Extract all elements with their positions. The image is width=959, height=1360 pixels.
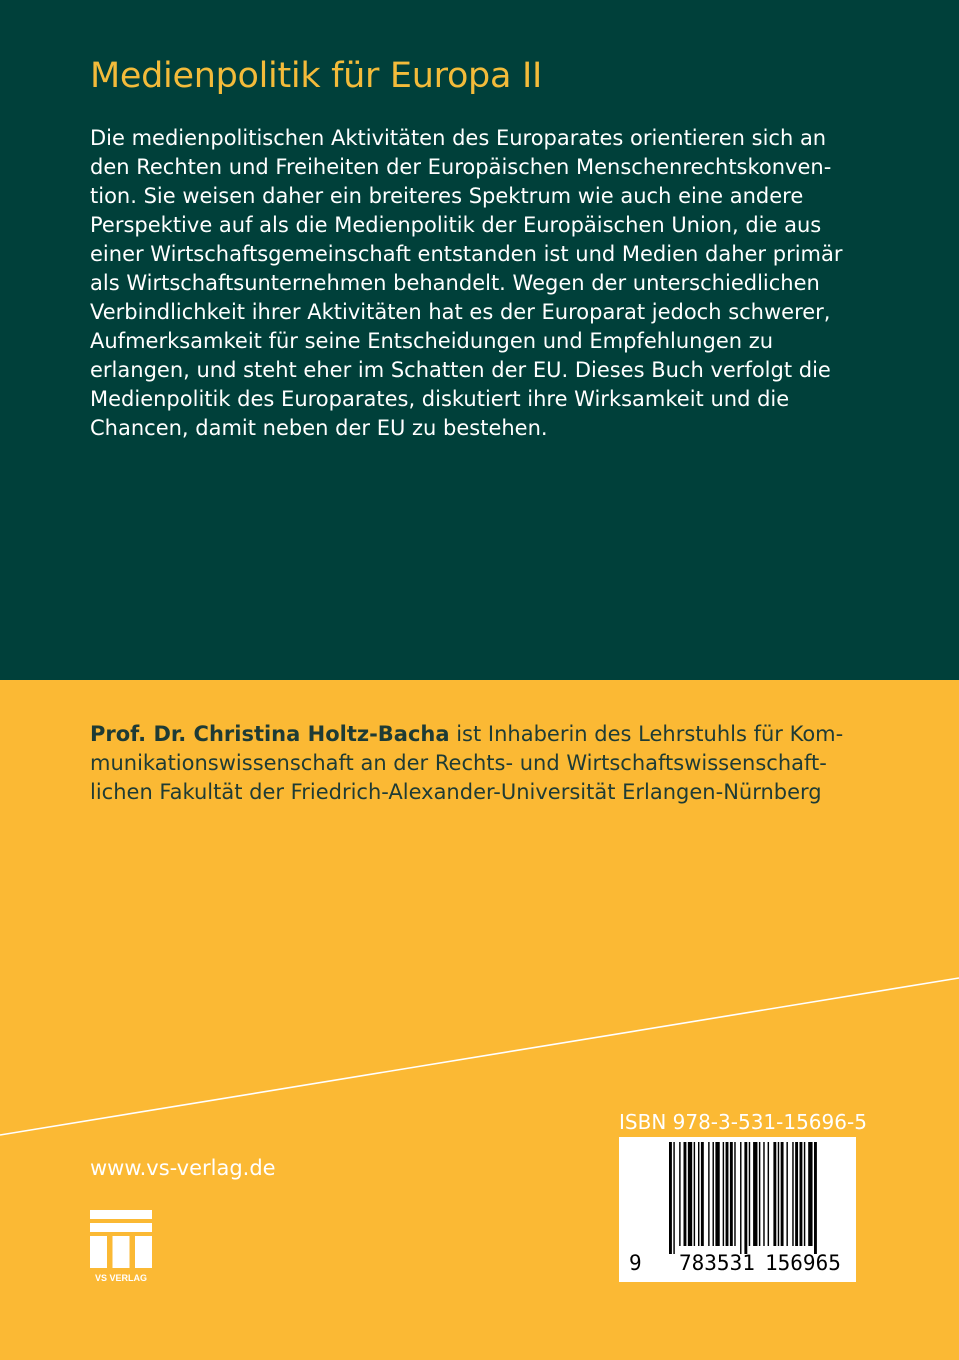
barcode-bar bbox=[723, 1142, 724, 1246]
barcode-bar bbox=[804, 1142, 805, 1246]
blurb-text bbox=[90, 124, 890, 443]
barcode-bar bbox=[773, 1142, 776, 1246]
barcode-bar bbox=[749, 1142, 750, 1246]
author-bio-line: lichen Fakultät der Friedrich-Alexander-Universität Erlangen-Nürnberg bbox=[90, 780, 822, 804]
blurb-line: als Wirtschaftsunternehmen behandelt. Wegen der unterschiedlichen bbox=[90, 271, 820, 295]
barcode-bar bbox=[740, 1142, 741, 1254]
barcode-bar bbox=[694, 1142, 695, 1246]
barcode-bar bbox=[730, 1142, 733, 1246]
blurb-line: Die medienpolitischen Aktivitäten des Europarates orientieren sich an bbox=[90, 126, 827, 150]
author-bio-text: ist Inhaberin des Lehrstuhls für Kom- bbox=[449, 722, 844, 746]
barcode-bar bbox=[673, 1142, 674, 1254]
barcode-digits-right: 156965 bbox=[765, 1251, 841, 1275]
barcode-bar bbox=[768, 1142, 769, 1246]
barcode-digit-first: 9 bbox=[629, 1251, 642, 1275]
barcode-bar bbox=[708, 1142, 709, 1246]
barcode-bar bbox=[715, 1142, 719, 1246]
blurb-line: Chancen, damit neben der EU zu bestehen. bbox=[90, 416, 548, 440]
blurb-line: Verbindlichkeit ihrer Aktivitäten hat es der Europarat jedoch schwerer, bbox=[90, 300, 831, 324]
barcode-bar bbox=[778, 1142, 779, 1246]
blurb-line: tion. Sie weisen daher ein breiteres Spektrum wie auch eine andere bbox=[90, 184, 804, 208]
barcode-digits-left: 783531 bbox=[679, 1251, 755, 1275]
barcode-bar bbox=[688, 1142, 692, 1246]
barcode-bar bbox=[726, 1142, 729, 1246]
isbn-number: ISBN 978-3-531-15696-5 bbox=[619, 1110, 867, 1134]
barcode-bars bbox=[669, 1142, 849, 1254]
barcode-bar bbox=[781, 1142, 784, 1246]
author-name: Prof. Dr. Christina Holtz-Bacha bbox=[90, 722, 450, 746]
blurb-line: Aufmerksamkeit für seine Entscheidungen und Empfehlungen zu bbox=[90, 329, 774, 353]
barcode-bar bbox=[669, 1142, 672, 1254]
barcode-bar bbox=[744, 1142, 747, 1254]
barcode-bar bbox=[698, 1142, 699, 1246]
barcode-bar bbox=[734, 1142, 735, 1246]
publisher-logo-text: VS VERLAG bbox=[94, 1273, 148, 1283]
barcode-bar bbox=[753, 1142, 757, 1246]
vs-verlag-logo-icon bbox=[90, 1210, 152, 1285]
barcode-bar bbox=[792, 1142, 793, 1246]
barcode-bar bbox=[679, 1142, 680, 1246]
barcode-bar bbox=[713, 1142, 714, 1246]
barcode-bar bbox=[763, 1142, 764, 1246]
publisher-url: www.vs-verlag.de bbox=[90, 1156, 276, 1180]
barcode-bar bbox=[786, 1142, 787, 1246]
blurb-line: Medienpolitik des Europarates, diskutiert ihre Wirksamkeit und die bbox=[90, 387, 790, 411]
blurb-line: Perspektive auf als die Medienpolitik der Europäischen Union, die aus bbox=[90, 213, 822, 237]
barcode-bar bbox=[701, 1142, 704, 1246]
barcode-bar bbox=[800, 1142, 803, 1246]
barcode-bar bbox=[684, 1142, 687, 1246]
blurb-line: den Rechten und Freiheiten der Europäischen Menschenrechtskonven- bbox=[90, 155, 832, 179]
barcode-bar bbox=[759, 1142, 760, 1246]
barcode-bar bbox=[808, 1142, 812, 1246]
blurb-line: einer Wirtschaftsgemeinschaft entstanden ist und Medien daher primär bbox=[90, 242, 843, 266]
isbn-barcode bbox=[619, 1137, 856, 1282]
blurb-line: erlangen, und steht eher im Schatten der EU. Dieses Buch verfolgt die bbox=[90, 358, 831, 382]
book-title: Medienpolitik für Europa II bbox=[90, 56, 542, 96]
barcode-bar bbox=[814, 1142, 817, 1254]
barcode-bar bbox=[795, 1142, 798, 1246]
author-bio-line: munikationswissenschaft an der Rechts- und Wirtschaftswissenschaft- bbox=[90, 751, 827, 775]
